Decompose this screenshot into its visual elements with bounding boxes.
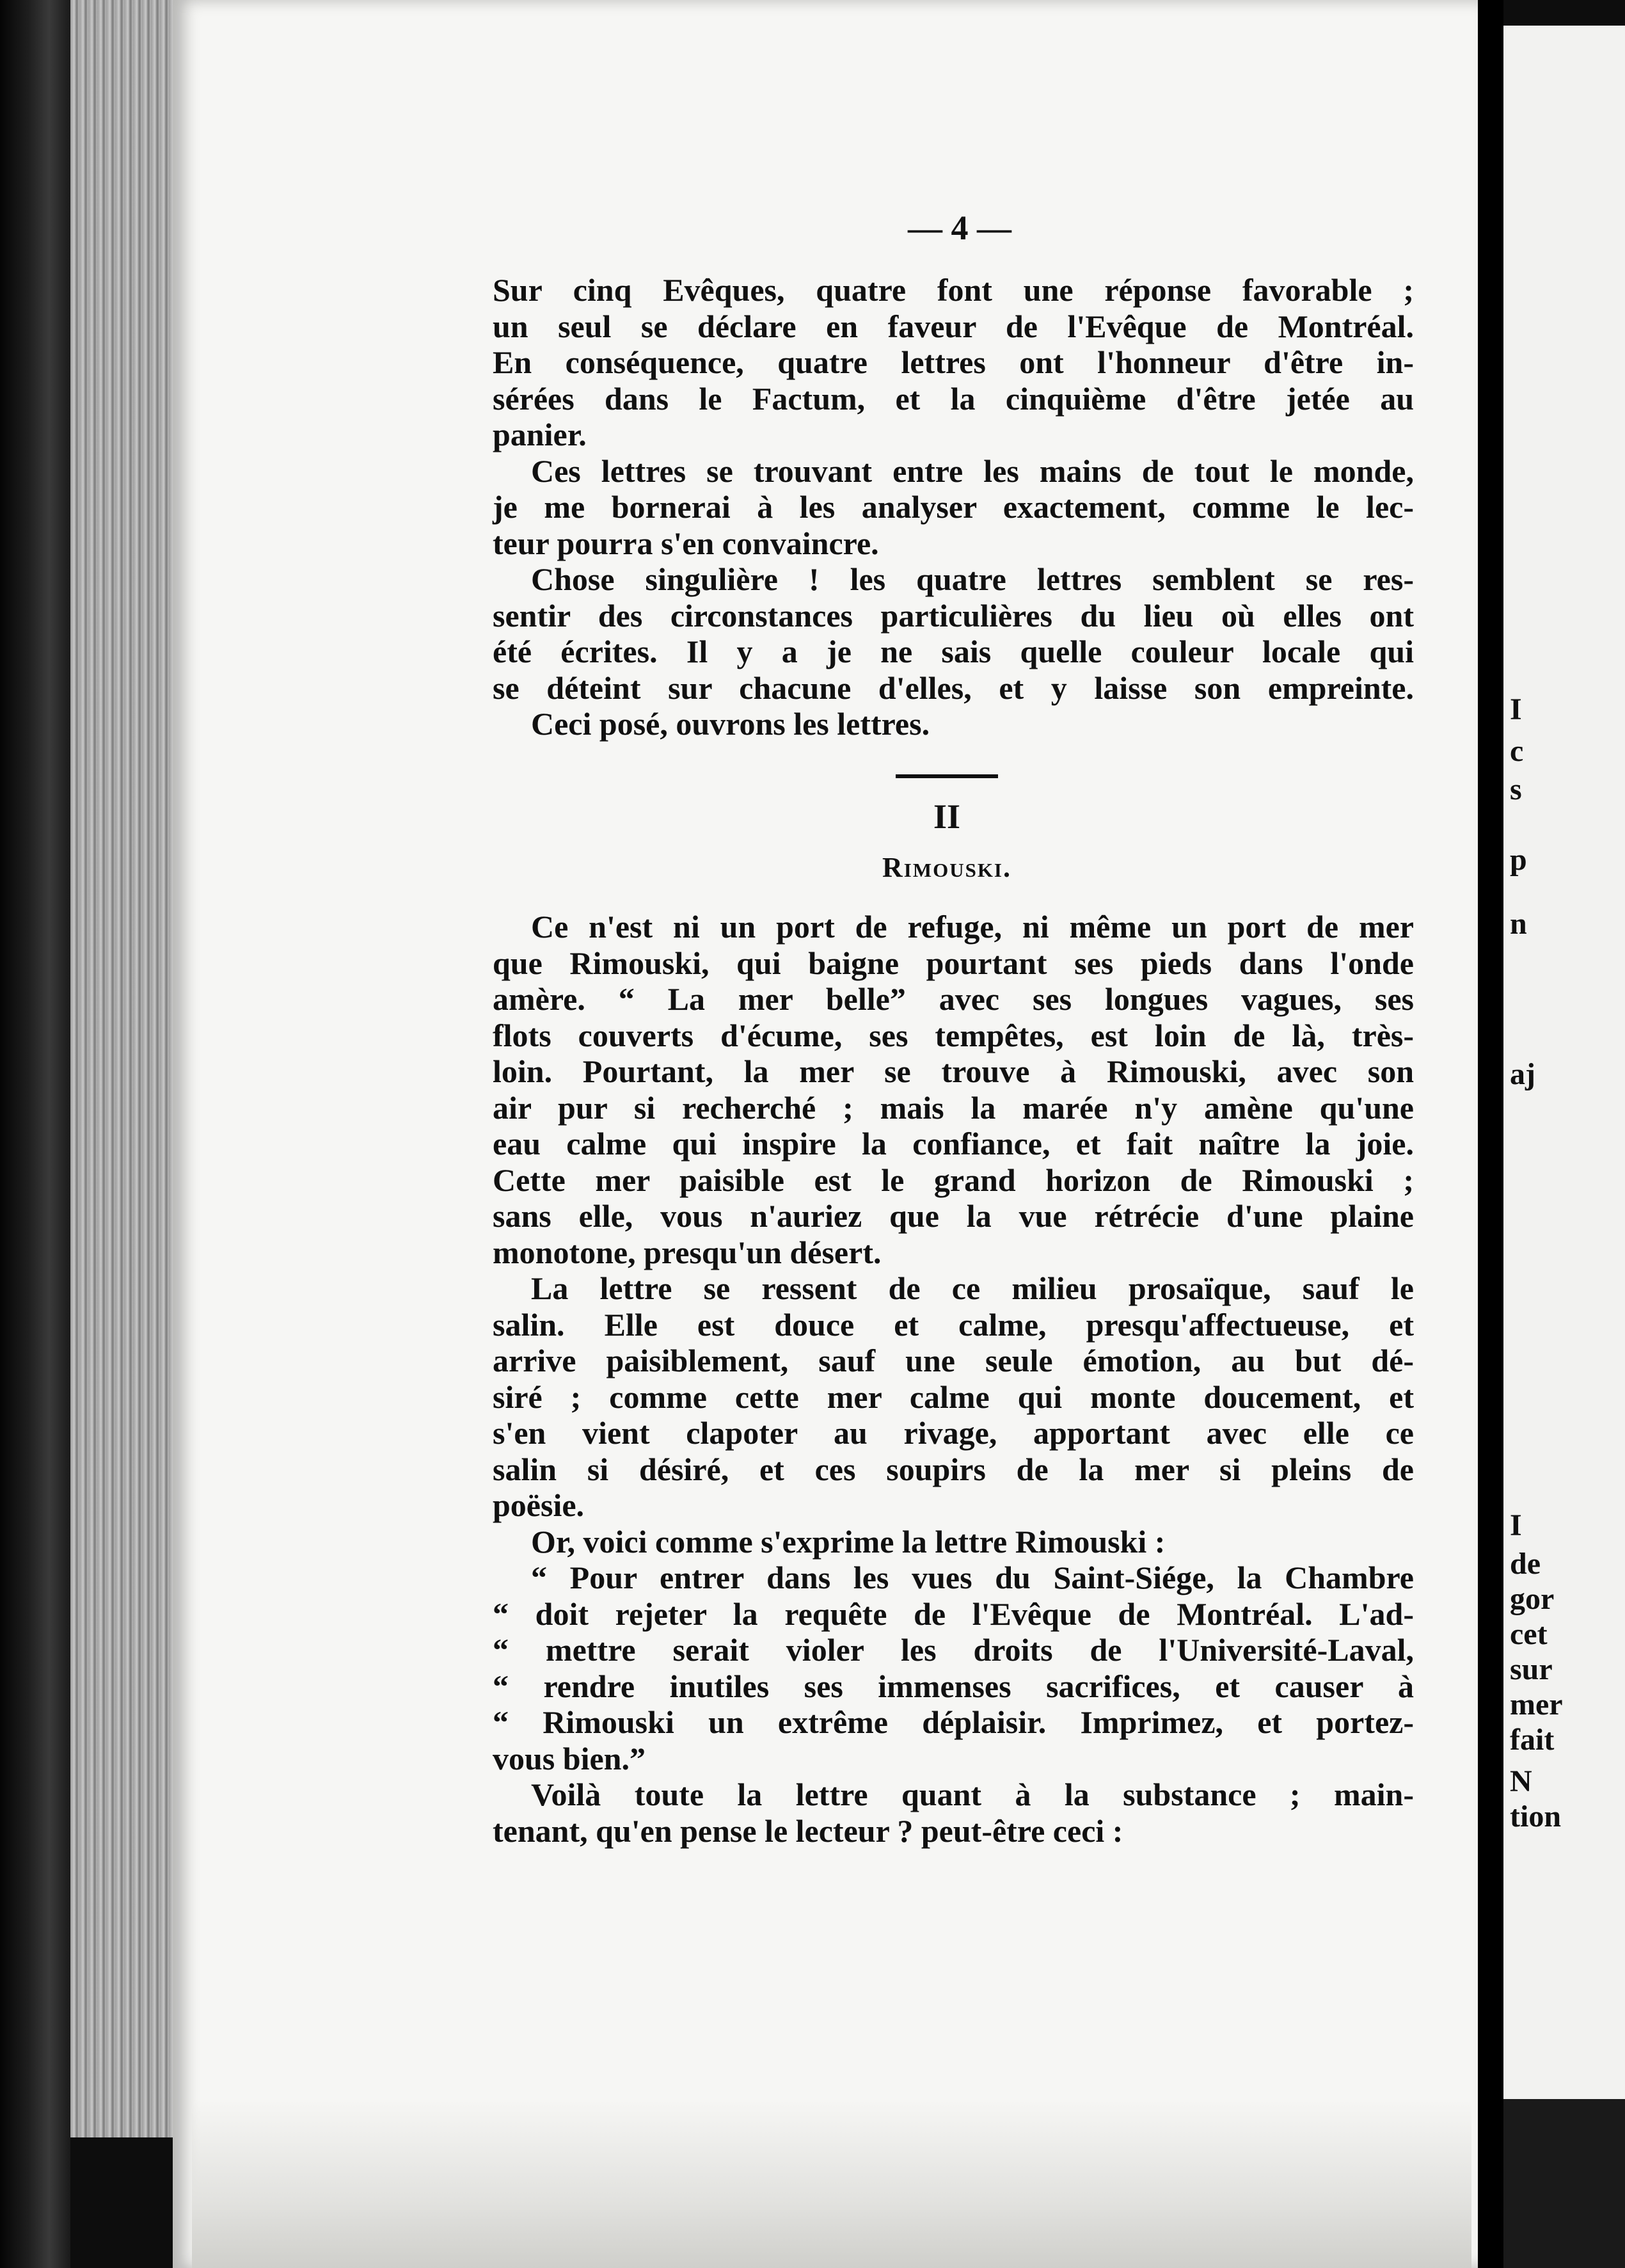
text-line: je me bornerai à les analyser exactement, comme le lec-	[493, 489, 1414, 525]
text-line: sentir des circonstances particulières du lieu où elles ont	[493, 597, 1414, 634]
text-line: air pur si recherché ; mais la marée n'y amène qu'une	[493, 1089, 1414, 1126]
text-line: siré ; comme cette mer calme qui monte doucement, et	[493, 1378, 1414, 1415]
text-block-rimouski	[493, 909, 1414, 1849]
text-line: salin si désiré, et ces soupirs de la mer si pleins de	[493, 1451, 1414, 1487]
text-line: poësie.	[493, 1487, 585, 1523]
facing-fragment: aj	[1510, 1057, 1535, 1091]
facing-fragment: tion	[1510, 1800, 1562, 1833]
facing-fragment: N	[1510, 1764, 1532, 1798]
text-line: que Rimouski, qui baigne pourtant ses pieds dans l'onde	[493, 945, 1414, 981]
text-line: sérées dans le Factum, et la cinquième d'être jetée au	[493, 380, 1414, 417]
text-line: Cette mer paisible est le grand horizon de Rimouski ;	[493, 1162, 1414, 1198]
facing-fragment: c	[1510, 734, 1524, 768]
facing-fragment: fait	[1510, 1723, 1555, 1757]
text-line: sans elle, vous n'auriez que la vue rétrécie d'une plaine	[493, 1198, 1414, 1234]
facing-fragment: de	[1510, 1547, 1541, 1581]
facing-fragment: p	[1510, 843, 1527, 877]
quote-line: vous bien.”	[493, 1740, 646, 1777]
text-line: s'en vient clapoter au rivage, apportant avec elle ce	[493, 1415, 1414, 1451]
text-line: monotone, presqu'un désert.	[493, 1234, 882, 1270]
text-line: flots couverts d'écume, ses tempêtes, est loin de là, très-	[493, 1017, 1414, 1053]
quote-line: “ rendre inutiles ses immenses sacrifices, et causer à	[493, 1668, 1414, 1704]
text-line: panier.	[493, 417, 587, 452]
text-line: Ces lettres se trouvant entre les mains de tout le monde,	[531, 452, 1414, 489]
gutter	[1478, 0, 1503, 2268]
quote-line: “ Pour entrer dans les vues du Saint-Siége, la Chambre	[531, 1560, 1414, 1595]
text-block-intro	[493, 272, 1414, 742]
text-line: teur pourra s'en convaincre.	[493, 525, 879, 561]
text-line: se déteint sur chacune d'elles, et y laisse son empreinte.	[493, 669, 1414, 706]
text-line: Ce n'est ni un port de refuge, ni même un port de mer	[531, 909, 1414, 945]
text-line: un seul se déclare en faveur de l'Evêque de Montréal.	[493, 308, 1414, 344]
facing-fragment: s	[1510, 772, 1522, 806]
page-stain	[192, 2099, 1471, 2268]
facing-fragment: I	[1510, 1508, 1522, 1542]
quote-line: “ Rimouski un extrême déplaisir. Imprimez, et portez-	[493, 1704, 1414, 1740]
page-number: — 4 —	[908, 209, 1011, 247]
text-line: Voilà toute la lettre quant à la substance ; main-	[531, 1777, 1414, 1812]
facing-fragment: I	[1510, 692, 1522, 726]
text-line: eau calme qui inspire la confiance, et fait naître la joie.	[493, 1126, 1414, 1162]
section-title: Rimouski.	[882, 852, 1012, 883]
page-edges	[70, 0, 179, 2137]
facing-fragment: mer	[1510, 1688, 1563, 1721]
quote-line: “ doit rejeter la requête de l'Evêque de Montréal. L'ad-	[493, 1595, 1414, 1632]
facing-fragment: cet	[1510, 1617, 1548, 1651]
text-line: loin. Pourtant, la mer se trouve à Rimouski, avec son	[493, 1053, 1414, 1089]
text-line: Chose singulière ! les quatre lettres semblent se res-	[531, 561, 1414, 597]
section-divider	[896, 774, 998, 778]
text-line: La lettre se ressent de ce milieu prosaïque, sauf le	[531, 1270, 1414, 1306]
text-line: amère. “ La mer belle” avec ses longues vagues, ses	[493, 981, 1414, 1017]
text-line: été écrites. Il y a je ne sais quelle couleur locale qui	[493, 634, 1414, 669]
text-line: En conséquence, quatre lettres ont l'honneur d'être in-	[493, 344, 1414, 380]
text-line: tenant, qu'en pense le lecteur ? peut-être ceci :	[493, 1812, 1123, 1849]
facing-fragment: n	[1510, 907, 1527, 941]
quote-line: “ mettre serait violer les droits de l'Université-Laval,	[493, 1632, 1414, 1668]
facing-fragment: sur	[1510, 1652, 1553, 1686]
facing-page-shadow	[1503, 2099, 1625, 2268]
text-line: arrive paisiblement, sauf une seule émotion, au but dé-	[493, 1343, 1414, 1378]
text-line: Ceci posé, ouvrons les lettres.	[531, 706, 930, 742]
facing-fragment: gor	[1510, 1582, 1555, 1616]
text-line: Sur cinq Evêques, quatre font une réponse favorable ;	[493, 272, 1414, 308]
text-line: Or, voici comme s'exprime la lettre Rimouski :	[531, 1523, 1166, 1560]
section-number: II	[933, 797, 961, 836]
facing-page	[1503, 26, 1625, 2099]
book-binding	[0, 0, 70, 2268]
text-line: salin. Elle est douce et calme, presqu'affectueuse, et	[493, 1306, 1414, 1343]
